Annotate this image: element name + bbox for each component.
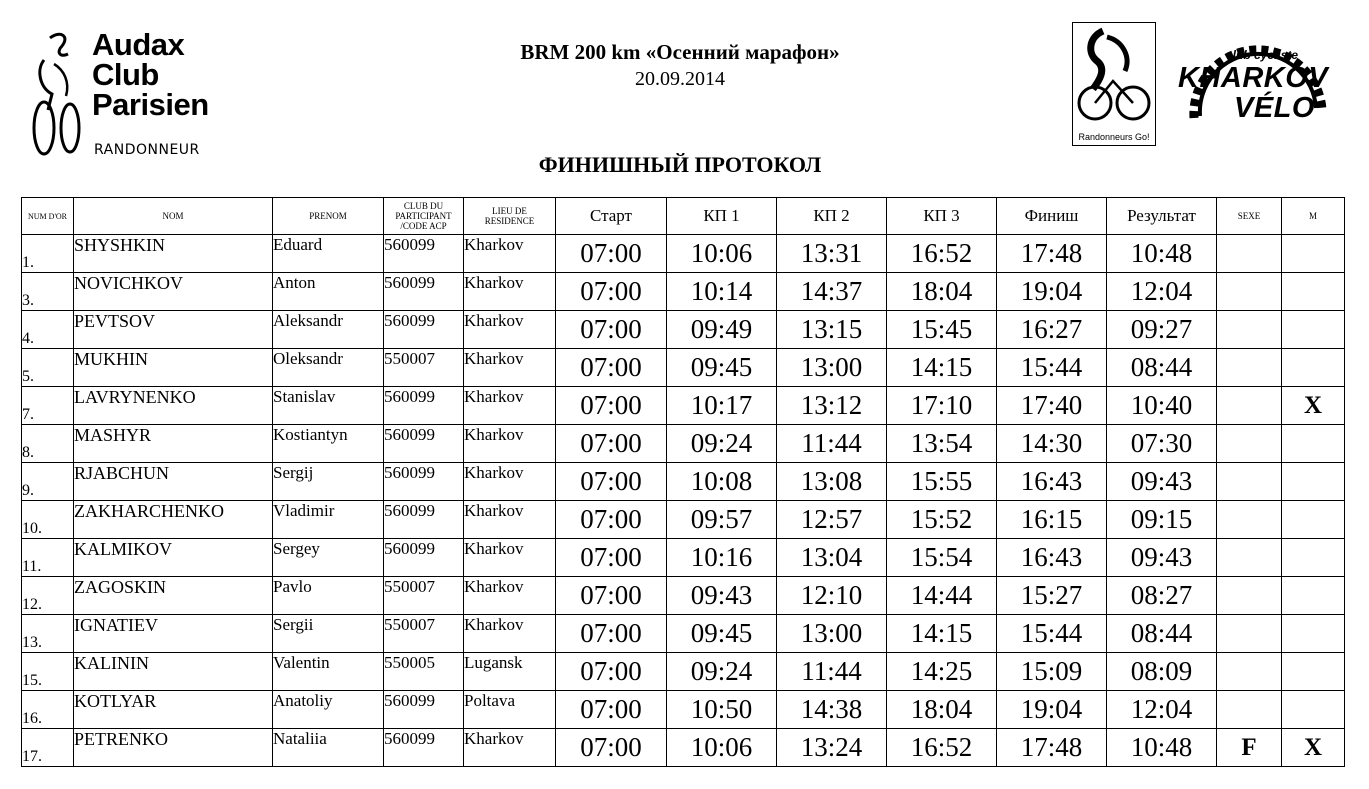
table-header-row	[22, 198, 1345, 235]
col-header-club-line3: /CODE ACP	[400, 221, 447, 231]
cell-num: 9.	[22, 463, 74, 501]
table-row	[22, 273, 1345, 311]
cell-nom: PEVTSOV	[74, 311, 273, 349]
cell-kp2: 13:04	[777, 539, 887, 577]
cell-result: 09:27	[1107, 311, 1217, 349]
col-header-result: Результат	[1107, 198, 1217, 235]
cell-result: 10:48	[1107, 235, 1217, 273]
table-row	[22, 615, 1345, 653]
cell-club: 560099	[384, 539, 464, 577]
cell-m: X	[1282, 387, 1345, 425]
cell-kp2: 11:44	[777, 425, 887, 463]
cell-result: 08:09	[1107, 653, 1217, 691]
randonneurs-logo	[1072, 22, 1156, 146]
cell-result: 12:04	[1107, 273, 1217, 311]
cell-lieu: Kharkov	[464, 425, 556, 463]
cell-start: 07:00	[556, 463, 667, 501]
randonneurs-logo-caption: Randonneurs Go!	[1078, 132, 1150, 142]
cell-m	[1282, 653, 1345, 691]
cell-prenom: Valentin	[273, 653, 384, 691]
cell-kp1: 09:24	[667, 425, 777, 463]
col-header-kp1: КП 1	[667, 198, 777, 235]
cell-num: 12.	[22, 577, 74, 615]
cell-kp3: 14:15	[887, 615, 997, 653]
cell-kp3: 16:52	[887, 729, 997, 767]
cell-kp1: 09:57	[667, 501, 777, 539]
cell-kp3: 14:44	[887, 577, 997, 615]
cell-start: 07:00	[556, 311, 667, 349]
randonneur-rider-icon	[1077, 27, 1151, 125]
cell-prenom: Pavlo	[273, 577, 384, 615]
cell-lieu: Kharkov	[464, 273, 556, 311]
kharkov-velo-logo	[1172, 22, 1344, 152]
cell-prenom: Anatoliy	[273, 691, 384, 729]
cell-club: 560099	[384, 235, 464, 273]
cell-nom: LAVRYNENKO	[74, 387, 273, 425]
cell-kp2: 12:10	[777, 577, 887, 615]
cell-kp1: 10:16	[667, 539, 777, 577]
cell-kp2: 14:37	[777, 273, 887, 311]
col-header-prenom: PRENOM	[273, 198, 384, 235]
cell-num: 3.	[22, 273, 74, 311]
event-date: 20.09.2014	[635, 68, 725, 90]
cell-finish: 15:09	[997, 653, 1107, 691]
cell-nom: KALMIKOV	[74, 539, 273, 577]
cell-sexe	[1217, 539, 1282, 577]
cell-prenom: Sergey	[273, 539, 384, 577]
cell-sexe	[1217, 349, 1282, 387]
cell-start: 07:00	[556, 273, 667, 311]
cell-club: 550007	[384, 615, 464, 653]
col-header-m: M	[1282, 198, 1345, 235]
col-header-club-line1: CLUB DU	[403, 201, 444, 211]
cell-nom: RJABCHUN	[74, 463, 273, 501]
table-row	[22, 539, 1345, 577]
cell-start: 07:00	[556, 235, 667, 273]
cell-m	[1282, 349, 1345, 387]
cell-num: 15.	[22, 653, 74, 691]
cell-nom: SHYSHKIN	[74, 235, 273, 273]
cell-prenom: Nataliia	[273, 729, 384, 767]
kharkov-velo-club-text: club cycliste	[1226, 48, 1299, 62]
cell-start: 07:00	[556, 577, 667, 615]
cell-club: 560099	[384, 501, 464, 539]
cell-club: 550007	[384, 349, 464, 387]
kharkov-velo-word2: VÉLO	[1234, 92, 1315, 124]
cell-start: 07:00	[556, 387, 667, 425]
cell-sexe	[1217, 311, 1282, 349]
event-title: BRM 200 km «Осенний марафон»	[520, 40, 840, 64]
finish-protocol-table	[21, 197, 1345, 767]
cell-m	[1282, 463, 1345, 501]
cell-lieu: Kharkov	[464, 349, 556, 387]
cell-club: 550007	[384, 577, 464, 615]
cell-prenom: Stanislav	[273, 387, 384, 425]
audax-club-parisien-logo	[30, 27, 240, 160]
cell-num: 7.	[22, 387, 74, 425]
cell-finish: 17:48	[997, 235, 1107, 273]
cell-result: 09:43	[1107, 539, 1217, 577]
cell-kp1: 10:17	[667, 387, 777, 425]
table-row	[22, 691, 1345, 729]
acp-logo-line2: Club	[92, 57, 159, 92]
cell-kp3: 15:52	[887, 501, 997, 539]
table-row	[22, 501, 1345, 539]
cell-kp3: 13:54	[887, 425, 997, 463]
cell-num: 1.	[22, 235, 74, 273]
col-header-finish: Финиш	[997, 198, 1107, 235]
cell-lieu: Kharkov	[464, 577, 556, 615]
cell-club: 560099	[384, 425, 464, 463]
cell-num: 4.	[22, 311, 74, 349]
col-header-nom: NOM	[74, 198, 273, 235]
cell-lieu: Kharkov	[464, 387, 556, 425]
cell-sexe	[1217, 615, 1282, 653]
cell-kp3: 14:15	[887, 349, 997, 387]
cell-finish: 16:15	[997, 501, 1107, 539]
cell-kp1: 10:06	[667, 729, 777, 767]
col-header-club	[384, 198, 464, 235]
cell-kp3: 15:45	[887, 311, 997, 349]
cell-club: 550005	[384, 653, 464, 691]
cell-kp2: 13:00	[777, 615, 887, 653]
cell-finish: 19:04	[997, 273, 1107, 311]
cell-start: 07:00	[556, 349, 667, 387]
cell-m	[1282, 539, 1345, 577]
cell-kp1: 09:49	[667, 311, 777, 349]
cell-nom: IGNATIEV	[74, 615, 273, 653]
cell-num: 5.	[22, 349, 74, 387]
cell-finish: 19:04	[997, 691, 1107, 729]
cyclist-logo-icon	[30, 30, 86, 158]
cell-club: 560099	[384, 387, 464, 425]
protocol-title: ФИНИШНЫЙ ПРОТОКОЛ	[538, 152, 822, 177]
col-header-kp3: КП 3	[887, 198, 997, 235]
cell-m: X	[1282, 729, 1345, 767]
cell-finish: 15:44	[997, 349, 1107, 387]
cell-start: 07:00	[556, 653, 667, 691]
cell-finish: 14:30	[997, 425, 1107, 463]
cell-kp1: 10:08	[667, 463, 777, 501]
table-row	[22, 311, 1345, 349]
col-header-club-line2: PARTICIPANT	[395, 211, 452, 221]
cell-kp3: 17:10	[887, 387, 997, 425]
cell-start: 07:00	[556, 615, 667, 653]
cell-kp3: 18:04	[887, 273, 997, 311]
cell-kp3: 16:52	[887, 235, 997, 273]
cell-prenom: Oleksandr	[273, 349, 384, 387]
cell-num: 13.	[22, 615, 74, 653]
cell-kp1: 09:45	[667, 349, 777, 387]
cell-sexe: F	[1217, 729, 1282, 767]
col-header-start: Старт	[556, 198, 667, 235]
cell-m	[1282, 235, 1345, 273]
cell-kp2: 13:00	[777, 349, 887, 387]
cell-num: 8.	[22, 425, 74, 463]
cell-kp3: 14:25	[887, 653, 997, 691]
cell-prenom: Kostiantyn	[273, 425, 384, 463]
cell-result: 08:27	[1107, 577, 1217, 615]
cell-club: 560099	[384, 311, 464, 349]
cell-kp1: 10:50	[667, 691, 777, 729]
cell-kp1: 10:06	[667, 235, 777, 273]
cell-result: 08:44	[1107, 349, 1217, 387]
cell-result: 08:44	[1107, 615, 1217, 653]
cell-result: 10:40	[1107, 387, 1217, 425]
cell-m	[1282, 425, 1345, 463]
cell-club: 560099	[384, 463, 464, 501]
cell-lieu: Kharkov	[464, 729, 556, 767]
col-header-sexe: SEXE	[1217, 198, 1282, 235]
cell-m	[1282, 501, 1345, 539]
cell-lieu: Kharkov	[464, 235, 556, 273]
cell-sexe	[1217, 235, 1282, 273]
table-row	[22, 425, 1345, 463]
cell-m	[1282, 311, 1345, 349]
cell-finish: 16:43	[997, 539, 1107, 577]
cell-prenom: Sergij	[273, 463, 384, 501]
cell-club: 560099	[384, 729, 464, 767]
cell-sexe	[1217, 501, 1282, 539]
cell-nom: MASHYR	[74, 425, 273, 463]
cell-lieu: Kharkov	[464, 615, 556, 653]
cell-sexe	[1217, 691, 1282, 729]
cell-lieu: Kharkov	[464, 501, 556, 539]
cell-kp2: 14:38	[777, 691, 887, 729]
cell-kp2: 12:57	[777, 501, 887, 539]
cell-lieu: Kharkov	[464, 539, 556, 577]
cell-sexe	[1217, 463, 1282, 501]
cell-num: 11.	[22, 539, 74, 577]
cell-start: 07:00	[556, 691, 667, 729]
acp-logo-line1: Audax	[92, 27, 185, 62]
acp-logo-line3: Parisien	[92, 87, 209, 122]
cell-club: 560099	[384, 691, 464, 729]
col-header-lieu-line2: RESIDENCE	[484, 216, 535, 226]
cell-nom: PETRENKO	[74, 729, 273, 767]
cell-lieu: Kharkov	[464, 311, 556, 349]
table-row	[22, 463, 1345, 501]
cell-start: 07:00	[556, 539, 667, 577]
table-row	[22, 577, 1345, 615]
cell-kp2: 13:08	[777, 463, 887, 501]
cell-nom: ZAKHARCHENKO	[74, 501, 273, 539]
cell-kp1: 09:24	[667, 653, 777, 691]
acp-logo-sub: RANDONNEUR	[94, 142, 200, 158]
cell-lieu: Poltava	[464, 691, 556, 729]
cell-m	[1282, 615, 1345, 653]
cell-kp1: 09:45	[667, 615, 777, 653]
cell-nom: ZAGOSKIN	[74, 577, 273, 615]
cell-lieu: Kharkov	[464, 463, 556, 501]
cell-kp3: 15:55	[887, 463, 997, 501]
cell-m	[1282, 273, 1345, 311]
cell-num: 16.	[22, 691, 74, 729]
table-row	[22, 387, 1345, 425]
cell-finish: 16:27	[997, 311, 1107, 349]
cell-start: 07:00	[556, 501, 667, 539]
cell-prenom: Anton	[273, 273, 384, 311]
cell-m	[1282, 691, 1345, 729]
cell-kp2: 13:31	[777, 235, 887, 273]
col-header-kp2: КП 2	[777, 198, 887, 235]
cell-kp1: 09:43	[667, 577, 777, 615]
cell-nom: MUKHIN	[74, 349, 273, 387]
cell-prenom: Vladimir	[273, 501, 384, 539]
cell-result: 09:43	[1107, 463, 1217, 501]
cell-prenom: Sergii	[273, 615, 384, 653]
col-header-num: NUM D'OR	[22, 198, 74, 235]
table-body	[22, 235, 1345, 767]
cell-kp2: 13:24	[777, 729, 887, 767]
cell-result: 07:30	[1107, 425, 1217, 463]
cell-kp2: 11:44	[777, 653, 887, 691]
cell-start: 07:00	[556, 425, 667, 463]
cell-num: 10.	[22, 501, 74, 539]
cell-m	[1282, 577, 1345, 615]
cell-result: 12:04	[1107, 691, 1217, 729]
col-header-lieu	[464, 198, 556, 235]
cell-kp3: 18:04	[887, 691, 997, 729]
cell-finish: 17:48	[997, 729, 1107, 767]
cell-kp1: 10:14	[667, 273, 777, 311]
cell-result: 10:48	[1107, 729, 1217, 767]
cell-nom: KALININ	[74, 653, 273, 691]
cell-sexe	[1217, 577, 1282, 615]
table-row	[22, 653, 1345, 691]
cell-sexe	[1217, 425, 1282, 463]
cell-num: 17.	[22, 729, 74, 767]
cell-kp3: 15:54	[887, 539, 997, 577]
cell-prenom: Aleksandr	[273, 311, 384, 349]
cell-nom: NOVICHKOV	[74, 273, 273, 311]
cell-lieu: Lugansk	[464, 653, 556, 691]
cell-result: 09:15	[1107, 501, 1217, 539]
cell-club: 560099	[384, 273, 464, 311]
cell-sexe	[1217, 273, 1282, 311]
cell-finish: 16:43	[997, 463, 1107, 501]
table-row	[22, 349, 1345, 387]
cell-start: 07:00	[556, 729, 667, 767]
cell-sexe	[1217, 653, 1282, 691]
cell-nom: KOTLYAR	[74, 691, 273, 729]
cell-finish: 15:44	[997, 615, 1107, 653]
cell-finish: 17:40	[997, 387, 1107, 425]
table-row	[22, 235, 1345, 273]
cell-prenom: Eduard	[273, 235, 384, 273]
cell-sexe	[1217, 387, 1282, 425]
col-header-lieu-line1: LIEU DE	[492, 206, 527, 216]
cell-kp2: 13:15	[777, 311, 887, 349]
cell-kp2: 13:12	[777, 387, 887, 425]
cell-finish: 15:27	[997, 577, 1107, 615]
table-row	[22, 729, 1345, 767]
kharkov-velo-word1: KHARKOV	[1178, 62, 1329, 94]
